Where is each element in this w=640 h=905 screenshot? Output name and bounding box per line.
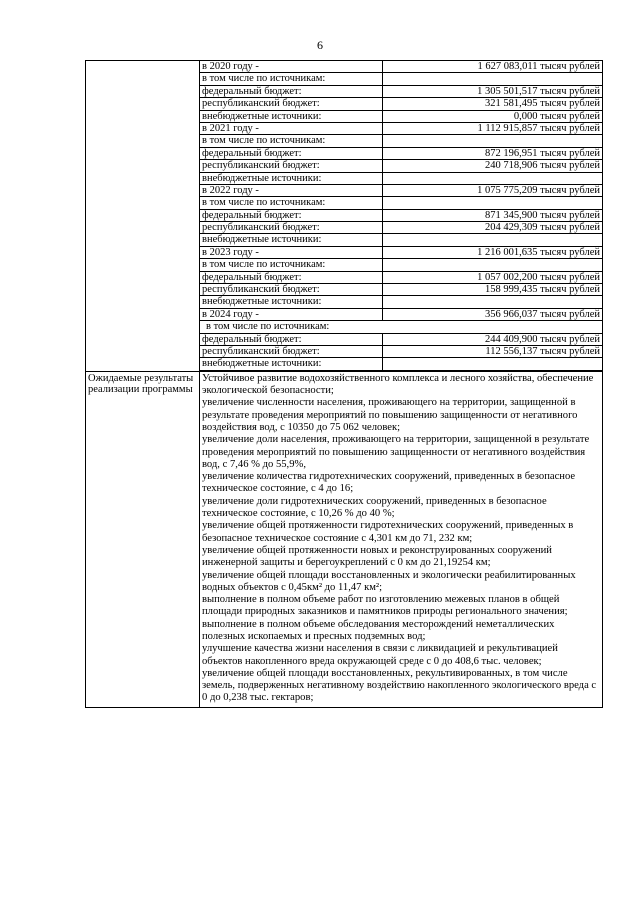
finance-row [200, 184, 602, 196]
finance-row-value [383, 172, 603, 184]
finance-row-value: 158 999,435 тысяч рублей [383, 284, 603, 296]
finance-row-label: в том числе по источникам: [200, 321, 602, 333]
finance-row-value: 1 075 775,209 тысяч рублей [383, 184, 603, 196]
finance-row [200, 85, 602, 97]
finance-row [200, 73, 602, 85]
finance-row [200, 271, 602, 283]
finance-row-label: республиканский бюджет: [200, 222, 383, 234]
finance-row [200, 333, 602, 345]
finance-section [86, 61, 603, 372]
finance-row-value: 1 627 083,011 тысяч рублей [383, 61, 603, 73]
finance-row-label: в 2023 году - [200, 246, 383, 258]
result-item: увеличение общей площади восстановленных и экологически реабилитированных водных объектов с 0,45км² до 11,47 км²; [202, 569, 576, 593]
finance-row-label: федеральный бюджет: [200, 271, 383, 283]
finance-row-label: внебюджетные источники: [200, 358, 383, 370]
finance-row-label: внебюджетные источники: [200, 110, 383, 122]
finance-row-value: 1 112 915,857 тысяч рублей [383, 122, 603, 134]
finance-row [200, 160, 602, 172]
result-item: увеличение доли населения, проживающего на территории, защищенной в результате проведения мероприятий по повышению защищенности от негативного воздействия вод, с 7,46 % до 55,9%, [202, 434, 590, 470]
finance-row [200, 61, 602, 73]
finance-row-label: республиканский бюджет: [200, 345, 383, 357]
finance-row [200, 172, 602, 184]
finance-row-value [383, 234, 603, 246]
finance-row-label: республиканский бюджет: [200, 160, 383, 172]
finance-row-label: в том числе по источникам: [200, 259, 383, 271]
finance-data-cell [200, 61, 603, 372]
result-item: увеличение доли гидротехнических сооружений, приведенных в безопасное техническое состояние, с 10,26 % до 40 %; [202, 495, 547, 520]
result-item: улучшение качества жизни населения в связи с ликвидацией и рекультивацией объектов накопленного вреда окружающей среде с 0 до 408,6 тыс. человек; [202, 643, 558, 667]
finance-row-value: 1 216 001,635 тысяч рублей [383, 246, 603, 258]
finance-row-label: в 2021 году - [200, 122, 383, 134]
results-label-cell [86, 371, 200, 707]
finance-row [200, 358, 602, 370]
finance-row-label: федеральный бюджет: [200, 333, 383, 345]
page-number: 6 [317, 38, 323, 52]
finance-row-label: в том числе по источникам: [200, 73, 383, 85]
result-item: выполнение в полном объеме работ по изготовлению межевых планов в общей площади природных заказников и памятников природы регионального значения; [202, 594, 568, 618]
finance-row-label: федеральный бюджет: [200, 85, 383, 97]
result-item: увеличение общей протяженности новых и реконструированных сооружений инженерной защиты и берегоукреплений с 0 км до 21,19254 км; [202, 544, 552, 569]
finance-row-value: 244 409,900 тысяч рублей [383, 333, 603, 345]
finance-row-value: 112 556,137 тысяч рублей [383, 345, 603, 357]
finance-label-cell [86, 61, 200, 372]
results-section [86, 371, 603, 707]
finance-row-value: 871 345,900 тысяч рублей [383, 209, 603, 221]
finance-row-value [383, 197, 603, 209]
finance-row-label: внебюджетные источники: [200, 172, 383, 184]
finance-row-value: 321 581,495 тысяч рублей [383, 98, 603, 110]
finance-row-label: в том числе по источникам: [200, 135, 383, 147]
finance-row [200, 246, 602, 258]
finance-row-value [383, 135, 603, 147]
finance-row-label: федеральный бюджет: [200, 209, 383, 221]
finance-row-label: в 2022 году - [200, 184, 383, 196]
result-item: Устойчивое развитие водохозяйственного комплекса и лесного хозяйства, обеспечение экологической безопасности; [202, 372, 594, 397]
results-label: Ожидаемые результаты реализации программы [88, 372, 194, 396]
result-item: увеличение численности населения, проживающего на территории, защищенной в результате проведения мероприятий по повышению защищенности от негативного воздействия вод, с 10350 до 75 062 человек; [202, 397, 578, 433]
finance-row-value [383, 259, 603, 271]
finance-row [200, 284, 602, 296]
results-text-cell [200, 371, 603, 707]
finance-row-label: в том числе по источникам: [200, 197, 383, 209]
result-item: увеличение общей протяженности гидротехнических сооружений, приведенных в безопасное техническое состояние с 4,301 км до 71, 232 км; [202, 520, 574, 544]
finance-table [200, 61, 602, 371]
finance-row [200, 345, 602, 357]
finance-row-value [383, 358, 603, 370]
finance-row-value: 872 196,951 тысяч рублей [383, 147, 603, 159]
result-item: выполнение в полном объеме обследования месторождений неметаллических полезных ископаемых и пресных подземных вод; [202, 618, 555, 642]
finance-row-value: 0,000 тысяч рублей [383, 110, 603, 122]
finance-row [200, 197, 602, 209]
result-item: увеличение общей площади восстановленных, рекультивированных, в том числе земель, подверженных негативному воздействию накопленного экологического вреда с 0 до 0,238 тыс. гектаров; [202, 667, 597, 704]
finance-row [200, 234, 602, 246]
finance-row-label: республиканский бюджет: [200, 284, 383, 296]
finance-row-value: 1 305 501,517 тысяч рублей [383, 85, 603, 97]
finance-row [200, 209, 602, 221]
finance-row [200, 222, 602, 234]
finance-row [200, 308, 602, 320]
finance-row [200, 110, 602, 122]
finance-row-value: 1 057 002,200 тысяч рублей [383, 271, 603, 283]
finance-row-value [383, 73, 603, 85]
finance-row [200, 122, 602, 134]
finance-row-label: внебюджетные источники: [200, 234, 383, 246]
results-list [200, 372, 602, 707]
finance-row [200, 296, 602, 308]
result-item: увеличение количества гидротехнических сооружений, приведенных в безопасное техническое состояние, с 4 до 16; [202, 471, 576, 495]
finance-row-label: в 2020 году - [200, 61, 383, 73]
finance-row [200, 259, 602, 271]
finance-row-value: 204 429,309 тысяч рублей [383, 222, 603, 234]
finance-row-value [383, 296, 603, 308]
finance-row-label: в 2024 году - [200, 308, 383, 320]
finance-row-label: внебюджетные источники: [200, 296, 383, 308]
finance-row-value: 356 966,037 тысяч рублей [383, 308, 603, 320]
finance-row-label: республиканский бюджет: [200, 98, 383, 110]
finance-row-value: 240 718,906 тысяч рублей [383, 160, 603, 172]
finance-row-label: федеральный бюджет: [200, 147, 383, 159]
finance-row [200, 135, 602, 147]
program-passport-table [85, 60, 603, 708]
finance-row [200, 147, 602, 159]
finance-row [200, 98, 602, 110]
finance-row [200, 321, 602, 333]
